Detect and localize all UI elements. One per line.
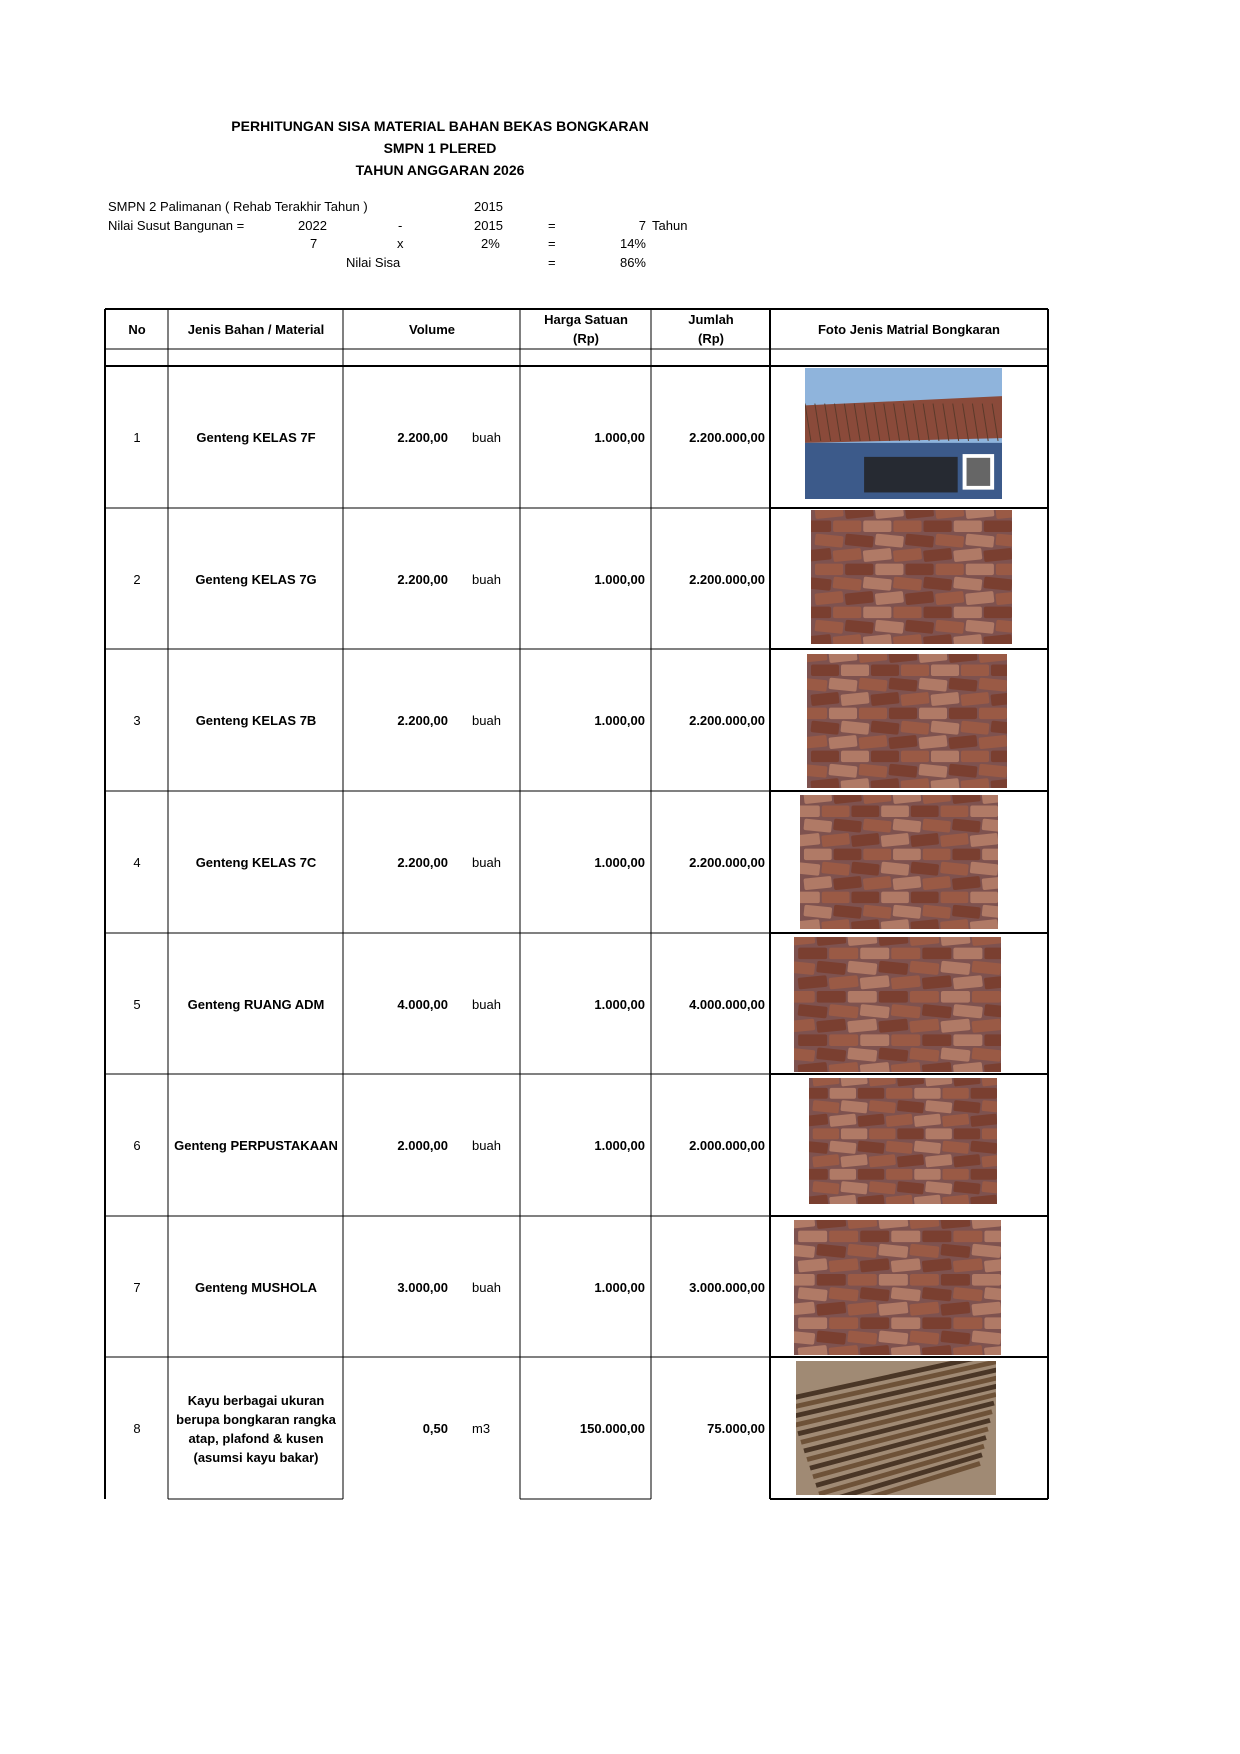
tiles-photo bbox=[800, 795, 998, 929]
row-no: 6 bbox=[133, 1138, 141, 1153]
equals-sign: = bbox=[548, 255, 556, 270]
year-now: 2022 bbox=[298, 218, 327, 233]
row-jumlah: 3.000.000,00 bbox=[689, 1280, 765, 1295]
rehab-year: 2015 bbox=[474, 199, 503, 214]
row-volume: 0,50 bbox=[422, 1421, 448, 1436]
roof-photo bbox=[805, 368, 1002, 499]
row-volume: 2.200,00 bbox=[397, 855, 448, 870]
row-jumlah: 75.000,00 bbox=[707, 1421, 765, 1436]
equals-sign: = bbox=[548, 236, 556, 251]
row-jumlah: 2.200.000,00 bbox=[689, 430, 765, 445]
row-no: 5 bbox=[133, 997, 141, 1012]
row-no: 7 bbox=[133, 1280, 141, 1295]
row-harga: 150.000,00 bbox=[579, 1421, 645, 1436]
tiles-photo bbox=[811, 510, 1012, 644]
equals-sign: = bbox=[548, 218, 556, 233]
row-volume: 4.000,00 bbox=[397, 997, 448, 1012]
factor-years: 7 bbox=[310, 236, 318, 251]
row-jumlah: 2.200.000,00 bbox=[689, 713, 765, 728]
row-jumlah: 4.000.000,00 bbox=[689, 997, 765, 1012]
row-material: Genteng RUANG ADM bbox=[187, 997, 325, 1012]
row-unit: buah bbox=[472, 997, 501, 1012]
row-material: Genteng KELAS 7C bbox=[195, 855, 317, 870]
header-jumlah bbox=[652, 310, 770, 348]
row-material: Genteng KELAS 7B bbox=[195, 713, 317, 728]
row-material: Genteng KELAS 7F bbox=[196, 430, 316, 445]
row-harga: 1.000,00 bbox=[594, 1138, 645, 1153]
row-harga: 1.000,00 bbox=[594, 855, 645, 870]
years-unit: Tahun bbox=[652, 218, 688, 233]
row-harga: 1.000,00 bbox=[594, 997, 645, 1012]
sisa-percent: 86% bbox=[619, 255, 646, 270]
row-volume: 2.200,00 bbox=[397, 713, 448, 728]
header-no: No bbox=[128, 321, 146, 337]
header-harga bbox=[521, 310, 651, 348]
row-volume: 2.200,00 bbox=[397, 572, 448, 587]
row-jumlah: 2.200.000,00 bbox=[689, 855, 765, 870]
row-material bbox=[169, 1358, 343, 1499]
tiles-photo bbox=[809, 1078, 997, 1204]
minus-sign: - bbox=[398, 218, 403, 233]
material-line: berupa bongkaran rangka bbox=[176, 1411, 336, 1427]
row-unit: buah bbox=[472, 855, 501, 870]
tiles-photo bbox=[794, 1220, 1001, 1355]
row-jumlah: 2.200.000,00 bbox=[689, 572, 765, 587]
depreciation-rate: 2% bbox=[481, 236, 500, 251]
material-line: Kayu berbagai ukuran bbox=[187, 1392, 325, 1408]
row-unit: buah bbox=[472, 713, 501, 728]
row-material: Genteng MUSHOLA bbox=[194, 1280, 318, 1295]
row-volume: 3.000,00 bbox=[397, 1280, 448, 1295]
row-unit: buah bbox=[472, 430, 501, 445]
row-no: 1 bbox=[133, 430, 141, 445]
header-jumlah-line2: (Rp) bbox=[698, 331, 724, 346]
row-harga: 1.000,00 bbox=[594, 430, 645, 445]
material-line: atap, plafond & kusen bbox=[188, 1430, 324, 1446]
row-unit: buah bbox=[472, 1138, 501, 1153]
row-volume: 2.200,00 bbox=[397, 430, 448, 445]
times-sign: x bbox=[397, 236, 404, 251]
row-unit: buah bbox=[472, 572, 501, 587]
row-harga: 1.000,00 bbox=[594, 1280, 645, 1295]
row-no: 2 bbox=[133, 572, 141, 587]
school-name: SMPN 1 PLERED bbox=[383, 140, 497, 156]
header-harga-line2: (Rp) bbox=[573, 331, 599, 346]
header-jumlah-line1: Jumlah bbox=[688, 312, 734, 327]
susut-label: Nilai Susut Bangunan = bbox=[108, 218, 245, 233]
tiles-photo bbox=[807, 654, 1007, 788]
header-jenis: Jenis Bahan / Material bbox=[187, 321, 325, 337]
year-rehab: 2015 bbox=[474, 218, 503, 233]
row-unit: m3 bbox=[472, 1421, 491, 1436]
header-harga-line1: Harga Satuan bbox=[544, 312, 628, 327]
row-jumlah: 2.000.000,00 bbox=[689, 1138, 765, 1153]
school-rehab-label: SMPN 2 Palimanan ( Rehab Terakhir Tahun ) bbox=[108, 199, 368, 214]
header-volume: Volume bbox=[409, 321, 455, 337]
sisa-label: Nilai Sisa bbox=[346, 255, 401, 270]
document-title: PERHITUNGAN SISA MATERIAL BAHAN BEKAS BONGKARAN bbox=[231, 118, 649, 134]
row-harga: 1.000,00 bbox=[594, 572, 645, 587]
header-foto: Foto Jenis Matrial Bongkaran bbox=[817, 321, 1001, 337]
years-value: 7 bbox=[638, 218, 646, 233]
budget-year: TAHUN ANGGARAN 2026 bbox=[355, 162, 525, 178]
row-volume: 2.000,00 bbox=[397, 1138, 448, 1153]
tiles-photo bbox=[794, 937, 1001, 1072]
row-unit: buah bbox=[472, 1280, 501, 1295]
row-no: 8 bbox=[133, 1421, 141, 1436]
wood-photo bbox=[796, 1361, 996, 1495]
row-material: Genteng KELAS 7G bbox=[195, 572, 317, 587]
row-no: 4 bbox=[133, 855, 141, 870]
row-harga: 1.000,00 bbox=[594, 713, 645, 728]
row-no: 3 bbox=[133, 713, 141, 728]
row-material: Genteng PERPUSTAKAAN bbox=[174, 1138, 338, 1153]
susut-percent: 14% bbox=[619, 236, 646, 251]
material-line: (asumsi kayu bakar) bbox=[193, 1449, 319, 1465]
